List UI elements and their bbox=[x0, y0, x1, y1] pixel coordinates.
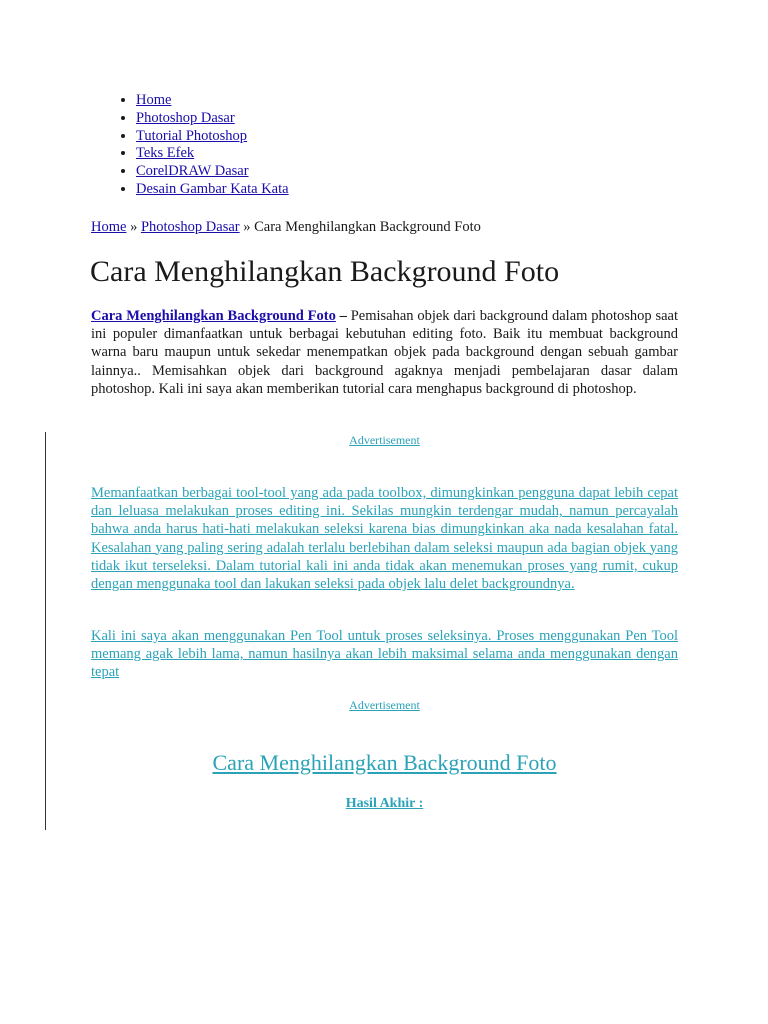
breadcrumb-current: Cara Menghilangkan Background Foto bbox=[254, 219, 481, 235]
advertisement-label-bottom bbox=[91, 698, 678, 713]
nav-link-teks-efek[interactable]: Teks Efek bbox=[136, 145, 195, 162]
nav-link-tutorial-photoshop[interactable]: Tutorial Photoshop bbox=[136, 127, 248, 144]
nav-link-photoshop-dasar[interactable]: Photoshop Dasar bbox=[136, 109, 235, 126]
advertisement-link[interactable]: Advertisement bbox=[349, 433, 420, 447]
nav-item-desain-gambar bbox=[136, 181, 289, 199]
nav-menu bbox=[91, 92, 289, 199]
left-margin-rule bbox=[45, 432, 46, 830]
breadcrumb-separator: » bbox=[239, 219, 255, 235]
section-heading[interactable]: Cara Menghilangkan Background Foto bbox=[212, 750, 557, 775]
breadcrumb-home-link[interactable]: Home bbox=[91, 219, 127, 235]
breadcrumb-separator: » bbox=[126, 219, 141, 235]
nav-item-tutorial-photoshop bbox=[136, 128, 289, 146]
intro-paragraph bbox=[91, 307, 678, 398]
nav-item-home bbox=[136, 92, 289, 110]
body-paragraph-2[interactable]: Kali ini saya akan menggunakan Pen Tool untuk proses seleksinya. Proses menggunakan Pen Tool memang agak lebih lama, namun hasilnya akan lebih maksimal selama anda menggunakan dengan tepat bbox=[91, 628, 678, 681]
result-label[interactable]: Hasil Akhir : bbox=[345, 796, 424, 811]
nav-item-teks-efek bbox=[136, 145, 289, 163]
page-title: Cara Menghilangkan Background Foto bbox=[90, 255, 560, 288]
breadcrumb-category-link[interactable]: Photoshop Dasar bbox=[140, 219, 240, 235]
nav-link-home[interactable]: Home bbox=[136, 92, 172, 108]
nav-item-coreldraw-dasar bbox=[136, 163, 289, 181]
nav-item-photoshop-dasar bbox=[136, 110, 289, 128]
advertisement-label-top bbox=[91, 433, 678, 448]
nav-link-desain-gambar[interactable]: Desain Gambar Kata Kata bbox=[136, 180, 289, 197]
intro-text: Pemisahan objek dari background dalam photoshop saat ini populer dimanfaatkan untuk berbagai kebutuhan editing foto. Baik itu membuat background warna baru maupun untuk sekedar menempatkan objek pada background dengan sebuah gambar lainnya.. Memisahkan objek dari background agaknya menjadi pembelajaran dasar dalam photoshop. Kali ini saya akan memberikan tutorial cara menghapus background di photoshop. bbox=[91, 308, 678, 397]
intro-dash: – bbox=[335, 308, 347, 324]
body-paragraph-1[interactable]: Memanfaatkan berbagai tool-tool yang ada pada toolbox, dimungkinkan pengguna dapat lebih cepat dan leluasa melakukan proses editing ini. Sekilas mungkin terdengar mudah, namun percayalah bahwa anda harus hati-hati melakukan seleksi karena bias dimungkinkan aka nada kesalahan fatal. Kesalahan yang paling sering adalah terlalu berlebihan dalam seleksi maupun ada bagian objek yang tidak ikut terseleksi. Dalam tutorial kali ini anda tidak akan menemukan proses yang rumit, cukup dengan menggunaka tool dan lakukan seleksi pada objek lalu delet backgroundnya. bbox=[91, 485, 678, 593]
nav-link-coreldraw-dasar[interactable]: CorelDRAW Dasar bbox=[136, 163, 249, 180]
breadcrumb bbox=[91, 218, 481, 236]
advertisement-link[interactable]: Advertisement bbox=[349, 698, 420, 712]
intro-title-link[interactable]: Cara Menghilangkan Background Foto bbox=[91, 308, 336, 324]
